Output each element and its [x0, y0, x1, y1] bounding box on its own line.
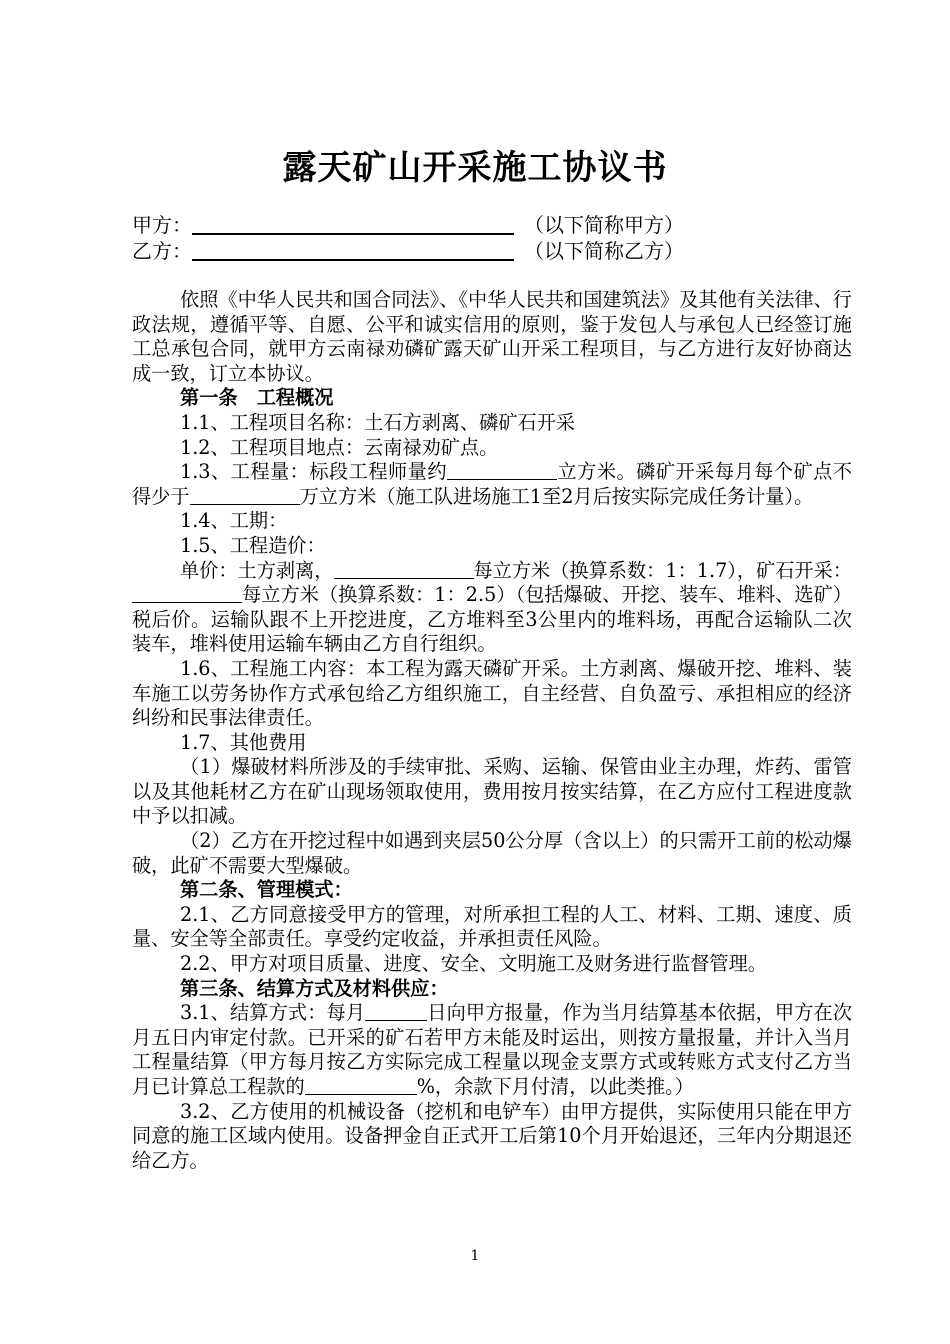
clause-3-2: 3.2、乙方使用的机械设备（挖机和电铲车）由甲方提供，实际使用只能在甲方同意的施工区域内使用。设备押金自正式开工后第10个月开始退还，三年内分期退还给乙方。: [132, 1099, 852, 1172]
intro-paragraph: 依照《中华人民共和国合同法》、《中华人民共和国建筑法》及其他有关法律、行政法规，遵循平等、自愿、公平和诚实信用的原则，鉴于发包人与承包人已经签订施工总承包合同，就甲方云南禄劝磷矿露天矿山开采工程项目，与乙方进行友好协商达成一致，订立本协议。: [132, 288, 852, 385]
unit-price-paragraph: [132, 559, 852, 657]
party-b-blank: [192, 239, 514, 261]
article-1-heading: 第一条 工程概况: [180, 386, 334, 410]
clause-1-7-1: （1）爆破材料所涉及的手续审批、采购、运输、保管由业主办理，炸药、雷管以及其他耗材乙方在矿山现场领取使用，费用按月按实结算，在乙方应付工程进度款中予以扣减。: [132, 755, 852, 828]
report-day-blank: [365, 1002, 427, 1021]
article-2-heading: 第二条、管理模式：: [180, 878, 353, 902]
party-a-note: （以下简称甲方）: [524, 213, 684, 237]
article-3-heading: 第三条、结算方式及材料供应：: [180, 976, 449, 1000]
quantity-blank: [447, 461, 557, 480]
unit-price-text-c: 每立方米（换算系数：1：2.5）（包括爆破、开挖、装车、堆料、选矿）税后价。运输队跟不上开挖进度，乙方堆料至3公里内的堆料场，再配合运输队二次装车，堆料使用运输车辆由乙方自行组织。: [132, 583, 852, 656]
clause-1-3-text-b: 立方米。磷矿开采每月每个矿点不得少于: [132, 460, 853, 508]
unit-price-text-b: 每立方米（换算系数：1：1.7），矿石开采：: [473, 558, 852, 582]
party-b-label: 乙方：: [132, 239, 192, 263]
party-b-line: [132, 238, 684, 264]
clause-3-1-text-b: 日向甲方报量，作为当月结算基本依据，甲方在次月五日内审定付款。已开采的矿石若甲方未能及时运出，则按方量报量，并计入当月工程量结算（甲方每月按乙方实际完成工程量以现金支票方式或转账方式支付乙方当月已计算总工程款的: [132, 1001, 853, 1098]
clause-2-2: 2.2、甲方对项目质量、进度、安全、文明施工及财务进行监督管理。: [180, 952, 767, 976]
unit-price-text-a: 单价：土方剥离，: [180, 558, 334, 582]
clause-2-1: 2.1、乙方同意接受甲方的管理，对所承担工程的人工、材料、工期、速度、质量、安全等全部责任。享受约定收益，并承担责任风险。: [132, 902, 852, 951]
clause-1-1: 1.1、工程项目名称：土石方剥离、磷矿石开采: [180, 410, 576, 434]
clause-1-7-2: （2）乙方在开挖过程中如遇到夹层50公分厚（含以上）的只需开工前的松动爆破，此矿不需要大型爆破。: [132, 829, 852, 877]
page-number: 1: [470, 1248, 480, 1264]
mining-price-blank: [132, 584, 242, 603]
party-a-label: 甲方：: [132, 213, 192, 237]
document-title: 露天矿山开采施工协议书: [282, 148, 668, 188]
monthly-quantity-blank: [190, 486, 300, 505]
clause-1-4: 1.4、工期：: [180, 509, 288, 533]
document-body: [132, 288, 852, 1173]
clause-1-6: 1.6、工程施工内容：本工程为露天磷矿开采。土方剥离、爆破开挖、堆料、装车施工以劳务协作方式承包给乙方组织施工，自主经营、自负盈亏、承担相应的经济纠纷和民事法律责任。: [132, 656, 852, 730]
clause-3-1: [132, 1001, 852, 1099]
clause-1-3-text-c: 万立方米（施工队进场施工1至2月后按实际完成任务计量）。: [299, 484, 814, 508]
clause-3-1-text-a: 3.1、结算方式：每月: [180, 1001, 366, 1025]
party-b-note: （以下简称乙方）: [524, 239, 684, 263]
clause-1-3: [132, 460, 852, 509]
clause-1-7: 1.7、其他费用: [180, 730, 307, 754]
payment-percent-blank: [305, 1076, 417, 1095]
clause-1-3-text-a: 1.3、工程量：标段工程师量约: [180, 460, 447, 484]
party-a-blank: [192, 213, 514, 235]
clause-1-5: 1.5、工程造价：: [180, 533, 326, 557]
clause-3-1-text-c: %，余款下月付清，以此类推。）: [416, 1075, 694, 1098]
clause-1-2: 1.2、工程项目地点：云南禄劝矿点。: [180, 435, 499, 459]
stripping-price-blank: [334, 560, 474, 579]
party-a-line: [132, 212, 684, 238]
